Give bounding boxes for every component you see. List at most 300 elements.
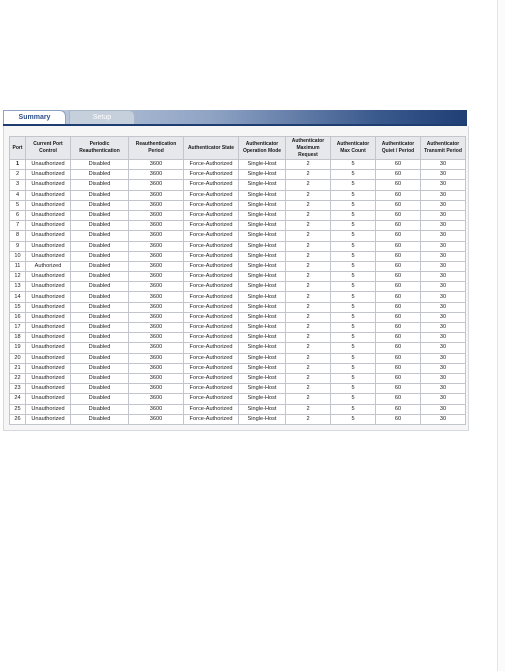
table-cell: 2 bbox=[286, 231, 331, 241]
column-header: Authenticator Maximum Request bbox=[286, 137, 331, 160]
table-cell: Unauthorized bbox=[26, 282, 71, 292]
table-cell: 3600 bbox=[129, 251, 184, 261]
table-cell: Unauthorized bbox=[26, 384, 71, 394]
table-row bbox=[10, 404, 466, 414]
table-cell: 2 bbox=[286, 353, 331, 363]
table-cell: 30 bbox=[421, 333, 466, 343]
table-cell: 2 bbox=[286, 414, 331, 424]
table-cell: Disabled bbox=[71, 160, 129, 170]
table-cell: 60 bbox=[376, 302, 421, 312]
table-row bbox=[10, 394, 466, 404]
table-cell: 3600 bbox=[129, 261, 184, 271]
port-cell: 17 bbox=[10, 323, 26, 333]
table-cell: Disabled bbox=[71, 343, 129, 353]
table-cell: Single-Host bbox=[239, 272, 286, 282]
table-cell: 60 bbox=[376, 282, 421, 292]
table-cell: Unauthorized bbox=[26, 210, 71, 220]
port-cell: 15 bbox=[10, 302, 26, 312]
table-cell: 2 bbox=[286, 170, 331, 180]
table-cell: 3600 bbox=[129, 333, 184, 343]
port-auth-summary-table bbox=[9, 136, 466, 425]
table-cell: Single-Host bbox=[239, 231, 286, 241]
table-cell: 3600 bbox=[129, 231, 184, 241]
table-cell: Single-Host bbox=[239, 170, 286, 180]
table-cell: 2 bbox=[286, 363, 331, 373]
table-cell: 60 bbox=[376, 333, 421, 343]
table-cell: Disabled bbox=[71, 231, 129, 241]
table-cell: 3600 bbox=[129, 343, 184, 353]
table-cell: 2 bbox=[286, 373, 331, 383]
table-cell: 5 bbox=[331, 333, 376, 343]
table-cell: Unauthorized bbox=[26, 231, 71, 241]
table-cell: Force-Authorized bbox=[184, 312, 239, 322]
table-cell: Single-Host bbox=[239, 180, 286, 190]
table-cell: 2 bbox=[286, 251, 331, 261]
table-cell: 30 bbox=[421, 272, 466, 282]
table-cell: 5 bbox=[331, 241, 376, 251]
table-cell: Disabled bbox=[71, 404, 129, 414]
table-cell: Force-Authorized bbox=[184, 373, 239, 383]
table-row bbox=[10, 170, 466, 180]
table-cell: 60 bbox=[376, 323, 421, 333]
port-cell: 26 bbox=[10, 414, 26, 424]
table-cell: 30 bbox=[421, 170, 466, 180]
table-cell: Unauthorized bbox=[26, 414, 71, 424]
table-cell: 30 bbox=[421, 241, 466, 251]
table-cell: 5 bbox=[331, 384, 376, 394]
table-cell: 30 bbox=[421, 190, 466, 200]
table-row bbox=[10, 160, 466, 170]
table-cell: 60 bbox=[376, 414, 421, 424]
table-cell: 60 bbox=[376, 363, 421, 373]
table-cell: Force-Authorized bbox=[184, 404, 239, 414]
table-cell: 60 bbox=[376, 160, 421, 170]
table-cell: 60 bbox=[376, 241, 421, 251]
table-cell: Single-Host bbox=[239, 353, 286, 363]
column-header: Authenticator State bbox=[184, 137, 239, 160]
table-row bbox=[10, 282, 466, 292]
port-cell: 10 bbox=[10, 251, 26, 261]
table-cell: Authorized bbox=[26, 261, 71, 271]
table-cell: Disabled bbox=[71, 251, 129, 261]
table-cell: 3600 bbox=[129, 241, 184, 251]
table-cell: Force-Authorized bbox=[184, 241, 239, 251]
table-cell: 2 bbox=[286, 302, 331, 312]
table-row bbox=[10, 373, 466, 383]
table-cell: 3600 bbox=[129, 302, 184, 312]
table-cell: 5 bbox=[331, 160, 376, 170]
table-cell: Unauthorized bbox=[26, 190, 71, 200]
table-cell: Disabled bbox=[71, 282, 129, 292]
tab-bar bbox=[3, 110, 467, 126]
table-cell: 3600 bbox=[129, 221, 184, 231]
table-cell: Force-Authorized bbox=[184, 170, 239, 180]
table-cell: Single-Host bbox=[239, 282, 286, 292]
table-cell: Single-Host bbox=[239, 241, 286, 251]
table-cell: 60 bbox=[376, 200, 421, 210]
table-header-row bbox=[10, 137, 466, 160]
column-header: Authenticator Quiet / Period bbox=[376, 137, 421, 160]
table-cell: 3600 bbox=[129, 363, 184, 373]
table-cell: Single-Host bbox=[239, 312, 286, 322]
table-cell: Force-Authorized bbox=[184, 210, 239, 220]
table-cell: 5 bbox=[331, 170, 376, 180]
table-cell: Single-Host bbox=[239, 373, 286, 383]
port-cell: 23 bbox=[10, 384, 26, 394]
port-cell: 20 bbox=[10, 353, 26, 363]
table-cell: 3600 bbox=[129, 180, 184, 190]
table-cell: 5 bbox=[331, 302, 376, 312]
port-cell: 21 bbox=[10, 363, 26, 373]
port-cell: 6 bbox=[10, 210, 26, 220]
table-cell: 30 bbox=[421, 404, 466, 414]
table-cell: 3600 bbox=[129, 353, 184, 363]
table-cell: 3600 bbox=[129, 170, 184, 180]
table-cell: 30 bbox=[421, 384, 466, 394]
table-cell: 30 bbox=[421, 180, 466, 190]
table-cell: Force-Authorized bbox=[184, 221, 239, 231]
table-cell: 60 bbox=[376, 251, 421, 261]
table-cell: Disabled bbox=[71, 180, 129, 190]
port-cell: 18 bbox=[10, 333, 26, 343]
table-cell: Disabled bbox=[71, 312, 129, 322]
column-header: Authenticator Operation Mode bbox=[239, 137, 286, 160]
table-cell: 60 bbox=[376, 210, 421, 220]
table-cell: Unauthorized bbox=[26, 353, 71, 363]
table-row bbox=[10, 241, 466, 251]
table-cell: Disabled bbox=[71, 292, 129, 302]
table-cell: 2 bbox=[286, 210, 331, 220]
table-cell: Force-Authorized bbox=[184, 353, 239, 363]
table-cell: Single-Host bbox=[239, 292, 286, 302]
table-cell: Disabled bbox=[71, 302, 129, 312]
table-cell: 2 bbox=[286, 323, 331, 333]
table-cell: Disabled bbox=[71, 221, 129, 231]
table-cell: Unauthorized bbox=[26, 292, 71, 302]
table-cell: Single-Host bbox=[239, 333, 286, 343]
table-cell: Disabled bbox=[71, 333, 129, 343]
table-cell: 5 bbox=[331, 292, 376, 302]
table-cell: Force-Authorized bbox=[184, 190, 239, 200]
table-cell: 30 bbox=[421, 353, 466, 363]
table-cell: Force-Authorized bbox=[184, 363, 239, 373]
table-row bbox=[10, 363, 466, 373]
table-cell: Disabled bbox=[71, 241, 129, 251]
table-cell: Unauthorized bbox=[26, 200, 71, 210]
table-cell: 3600 bbox=[129, 323, 184, 333]
table-cell: Force-Authorized bbox=[184, 180, 239, 190]
table-cell: 5 bbox=[331, 363, 376, 373]
port-cell: 1 bbox=[10, 160, 26, 170]
table-cell: 5 bbox=[331, 323, 376, 333]
table-cell: 3600 bbox=[129, 190, 184, 200]
port-cell: 9 bbox=[10, 241, 26, 251]
table-cell: Disabled bbox=[71, 210, 129, 220]
table-cell: Single-Host bbox=[239, 251, 286, 261]
table-cell: 60 bbox=[376, 221, 421, 231]
table-row bbox=[10, 200, 466, 210]
port-cell: 7 bbox=[10, 221, 26, 231]
table-cell: 2 bbox=[286, 180, 331, 190]
table-cell: Disabled bbox=[71, 373, 129, 383]
table-cell: 30 bbox=[421, 251, 466, 261]
table-cell: Disabled bbox=[71, 414, 129, 424]
table-cell: Force-Authorized bbox=[184, 414, 239, 424]
table-cell: 2 bbox=[286, 241, 331, 251]
table-row bbox=[10, 272, 466, 282]
table-cell: 30 bbox=[421, 394, 466, 404]
column-header: Periodic Reauthentication bbox=[71, 137, 129, 160]
port-cell: 13 bbox=[10, 282, 26, 292]
table-cell: 3600 bbox=[129, 312, 184, 322]
table-cell: 60 bbox=[376, 343, 421, 353]
table-cell: 60 bbox=[376, 231, 421, 241]
table-row bbox=[10, 302, 466, 312]
port-cell: 4 bbox=[10, 190, 26, 200]
table-row bbox=[10, 312, 466, 322]
table-cell: 2 bbox=[286, 394, 331, 404]
table-cell: 5 bbox=[331, 180, 376, 190]
table-cell: Force-Authorized bbox=[184, 160, 239, 170]
port-cell: 22 bbox=[10, 373, 26, 383]
table-cell: 60 bbox=[376, 180, 421, 190]
table-row bbox=[10, 343, 466, 353]
table-cell: Single-Host bbox=[239, 302, 286, 312]
table-row bbox=[10, 261, 466, 271]
table-cell: Single-Host bbox=[239, 200, 286, 210]
table-cell: Unauthorized bbox=[26, 404, 71, 414]
table-row bbox=[10, 292, 466, 302]
table-cell: Force-Authorized bbox=[184, 261, 239, 271]
table-cell: 60 bbox=[376, 353, 421, 363]
table-cell: Disabled bbox=[71, 353, 129, 363]
tab-summary[interactable]: Summary bbox=[3, 110, 66, 124]
port-cell: 11 bbox=[10, 261, 26, 271]
column-header: Authenticator Transmit Period bbox=[421, 137, 466, 160]
table-cell: Unauthorized bbox=[26, 363, 71, 373]
table-cell: 30 bbox=[421, 282, 466, 292]
table-cell: 30 bbox=[421, 231, 466, 241]
table-cell: 3600 bbox=[129, 200, 184, 210]
table-cell: 2 bbox=[286, 384, 331, 394]
column-header: Port bbox=[10, 137, 26, 160]
table-cell: Unauthorized bbox=[26, 180, 71, 190]
table-cell: Disabled bbox=[71, 190, 129, 200]
table-cell: 5 bbox=[331, 200, 376, 210]
table-row bbox=[10, 353, 466, 363]
table-cell: 5 bbox=[331, 282, 376, 292]
table-cell: 60 bbox=[376, 312, 421, 322]
table-cell: 3600 bbox=[129, 394, 184, 404]
table-cell: Unauthorized bbox=[26, 394, 71, 404]
table-cell: 30 bbox=[421, 160, 466, 170]
table-cell: 2 bbox=[286, 160, 331, 170]
port-cell: 5 bbox=[10, 200, 26, 210]
table-cell: 2 bbox=[286, 272, 331, 282]
table-row bbox=[10, 210, 466, 220]
table-cell: Force-Authorized bbox=[184, 394, 239, 404]
table-cell: Unauthorized bbox=[26, 251, 71, 261]
table-cell: Single-Host bbox=[239, 363, 286, 373]
table-row bbox=[10, 333, 466, 343]
table-cell: Disabled bbox=[71, 323, 129, 333]
table-cell: Disabled bbox=[71, 200, 129, 210]
table-cell: 30 bbox=[421, 323, 466, 333]
table-body bbox=[10, 160, 466, 425]
table-cell: Unauthorized bbox=[26, 221, 71, 231]
table-cell: Disabled bbox=[71, 394, 129, 404]
table-cell: 3600 bbox=[129, 210, 184, 220]
table-cell: Single-Host bbox=[239, 414, 286, 424]
table-row bbox=[10, 180, 466, 190]
table-cell: 3600 bbox=[129, 282, 184, 292]
table-cell: Force-Authorized bbox=[184, 302, 239, 312]
table-cell: 30 bbox=[421, 373, 466, 383]
table-cell: Unauthorized bbox=[26, 170, 71, 180]
table-cell: 30 bbox=[421, 210, 466, 220]
table-cell: Force-Authorized bbox=[184, 384, 239, 394]
table-cell: Force-Authorized bbox=[184, 282, 239, 292]
table-cell: 2 bbox=[286, 312, 331, 322]
table-cell: Force-Authorized bbox=[184, 323, 239, 333]
table-cell: 2 bbox=[286, 333, 331, 343]
port-cell: 25 bbox=[10, 404, 26, 414]
port-cell: 16 bbox=[10, 312, 26, 322]
table-cell: 60 bbox=[376, 272, 421, 282]
table-cell: Force-Authorized bbox=[184, 231, 239, 241]
table-cell: Unauthorized bbox=[26, 373, 71, 383]
table-cell: 5 bbox=[331, 261, 376, 271]
table-cell: 3600 bbox=[129, 373, 184, 383]
table-cell: 30 bbox=[421, 363, 466, 373]
table-cell: Single-Host bbox=[239, 210, 286, 220]
table-cell: Unauthorized bbox=[26, 241, 71, 251]
table-row bbox=[10, 190, 466, 200]
table-cell: Single-Host bbox=[239, 221, 286, 231]
table-cell: 60 bbox=[376, 404, 421, 414]
table-cell: Single-Host bbox=[239, 160, 286, 170]
table-cell: 30 bbox=[421, 414, 466, 424]
table-cell: Unauthorized bbox=[26, 333, 71, 343]
table-cell: 5 bbox=[331, 394, 376, 404]
table-cell: 30 bbox=[421, 312, 466, 322]
port-cell: 14 bbox=[10, 292, 26, 302]
table-cell: 5 bbox=[331, 190, 376, 200]
table-cell: Force-Authorized bbox=[184, 343, 239, 353]
table-row bbox=[10, 384, 466, 394]
table-cell: Single-Host bbox=[239, 190, 286, 200]
table-cell: 3600 bbox=[129, 272, 184, 282]
port-cell: 2 bbox=[10, 170, 26, 180]
table-cell: Single-Host bbox=[239, 404, 286, 414]
table-cell: 2 bbox=[286, 282, 331, 292]
table-cell: 2 bbox=[286, 200, 331, 210]
table-cell: Single-Host bbox=[239, 261, 286, 271]
table-cell: Disabled bbox=[71, 261, 129, 271]
column-header: Reauthentication Period bbox=[129, 137, 184, 160]
column-header: Authenticator Max Count bbox=[331, 137, 376, 160]
table-cell: 5 bbox=[331, 231, 376, 241]
table-cell: Force-Authorized bbox=[184, 292, 239, 302]
table-cell: Disabled bbox=[71, 384, 129, 394]
table-cell: Disabled bbox=[71, 170, 129, 180]
table-cell: 30 bbox=[421, 200, 466, 210]
table-cell: 5 bbox=[331, 373, 376, 383]
table-cell: 60 bbox=[376, 394, 421, 404]
table-cell: 3600 bbox=[129, 160, 184, 170]
vertical-scrollbar[interactable] bbox=[497, 0, 505, 671]
table-row bbox=[10, 414, 466, 424]
table-cell: 30 bbox=[421, 261, 466, 271]
table-cell: 30 bbox=[421, 292, 466, 302]
table-cell: Unauthorized bbox=[26, 272, 71, 282]
table-cell: Single-Host bbox=[239, 384, 286, 394]
table-cell: 3600 bbox=[129, 292, 184, 302]
table-cell: 30 bbox=[421, 343, 466, 353]
table-cell: 5 bbox=[331, 312, 376, 322]
table-cell: 60 bbox=[376, 261, 421, 271]
table-cell: Unauthorized bbox=[26, 323, 71, 333]
column-header: Current Port Control bbox=[26, 137, 71, 160]
table-cell: 5 bbox=[331, 272, 376, 282]
table-row bbox=[10, 323, 466, 333]
table-cell: Unauthorized bbox=[26, 312, 71, 322]
table-cell: 2 bbox=[286, 292, 331, 302]
table-row bbox=[10, 231, 466, 241]
table-cell: Disabled bbox=[71, 363, 129, 373]
table-cell: 5 bbox=[331, 343, 376, 353]
table-cell: Disabled bbox=[71, 272, 129, 282]
table-row bbox=[10, 221, 466, 231]
port-cell: 19 bbox=[10, 343, 26, 353]
table-cell: Force-Authorized bbox=[184, 200, 239, 210]
table-cell: 60 bbox=[376, 170, 421, 180]
table-cell: 60 bbox=[376, 373, 421, 383]
table-cell: 5 bbox=[331, 414, 376, 424]
table-cell: 5 bbox=[331, 353, 376, 363]
table-cell: 30 bbox=[421, 221, 466, 231]
table-cell: 2 bbox=[286, 221, 331, 231]
table-cell: 2 bbox=[286, 343, 331, 353]
table-cell: 60 bbox=[376, 190, 421, 200]
table-cell: Force-Authorized bbox=[184, 251, 239, 261]
table-cell: Single-Host bbox=[239, 323, 286, 333]
port-cell: 24 bbox=[10, 394, 26, 404]
table-cell: Single-Host bbox=[239, 394, 286, 404]
table-cell: 30 bbox=[421, 302, 466, 312]
table-cell: 5 bbox=[331, 221, 376, 231]
port-cell: 12 bbox=[10, 272, 26, 282]
port-cell: 3 bbox=[10, 180, 26, 190]
table-cell: 2 bbox=[286, 404, 331, 414]
table-cell: Force-Authorized bbox=[184, 333, 239, 343]
tab-setup[interactable]: Setup bbox=[69, 110, 135, 124]
table-row bbox=[10, 251, 466, 261]
table-cell: Force-Authorized bbox=[184, 272, 239, 282]
table-cell: 5 bbox=[331, 404, 376, 414]
table-cell: 5 bbox=[331, 210, 376, 220]
table-cell: Unauthorized bbox=[26, 160, 71, 170]
port-cell: 8 bbox=[10, 231, 26, 241]
table-cell: 60 bbox=[376, 292, 421, 302]
table-cell: Unauthorized bbox=[26, 343, 71, 353]
table-cell: 2 bbox=[286, 190, 331, 200]
table-cell: 3600 bbox=[129, 414, 184, 424]
table-cell: 3600 bbox=[129, 384, 184, 394]
table-cell: 5 bbox=[331, 251, 376, 261]
table-cell: Single-Host bbox=[239, 343, 286, 353]
table-cell: 2 bbox=[286, 261, 331, 271]
